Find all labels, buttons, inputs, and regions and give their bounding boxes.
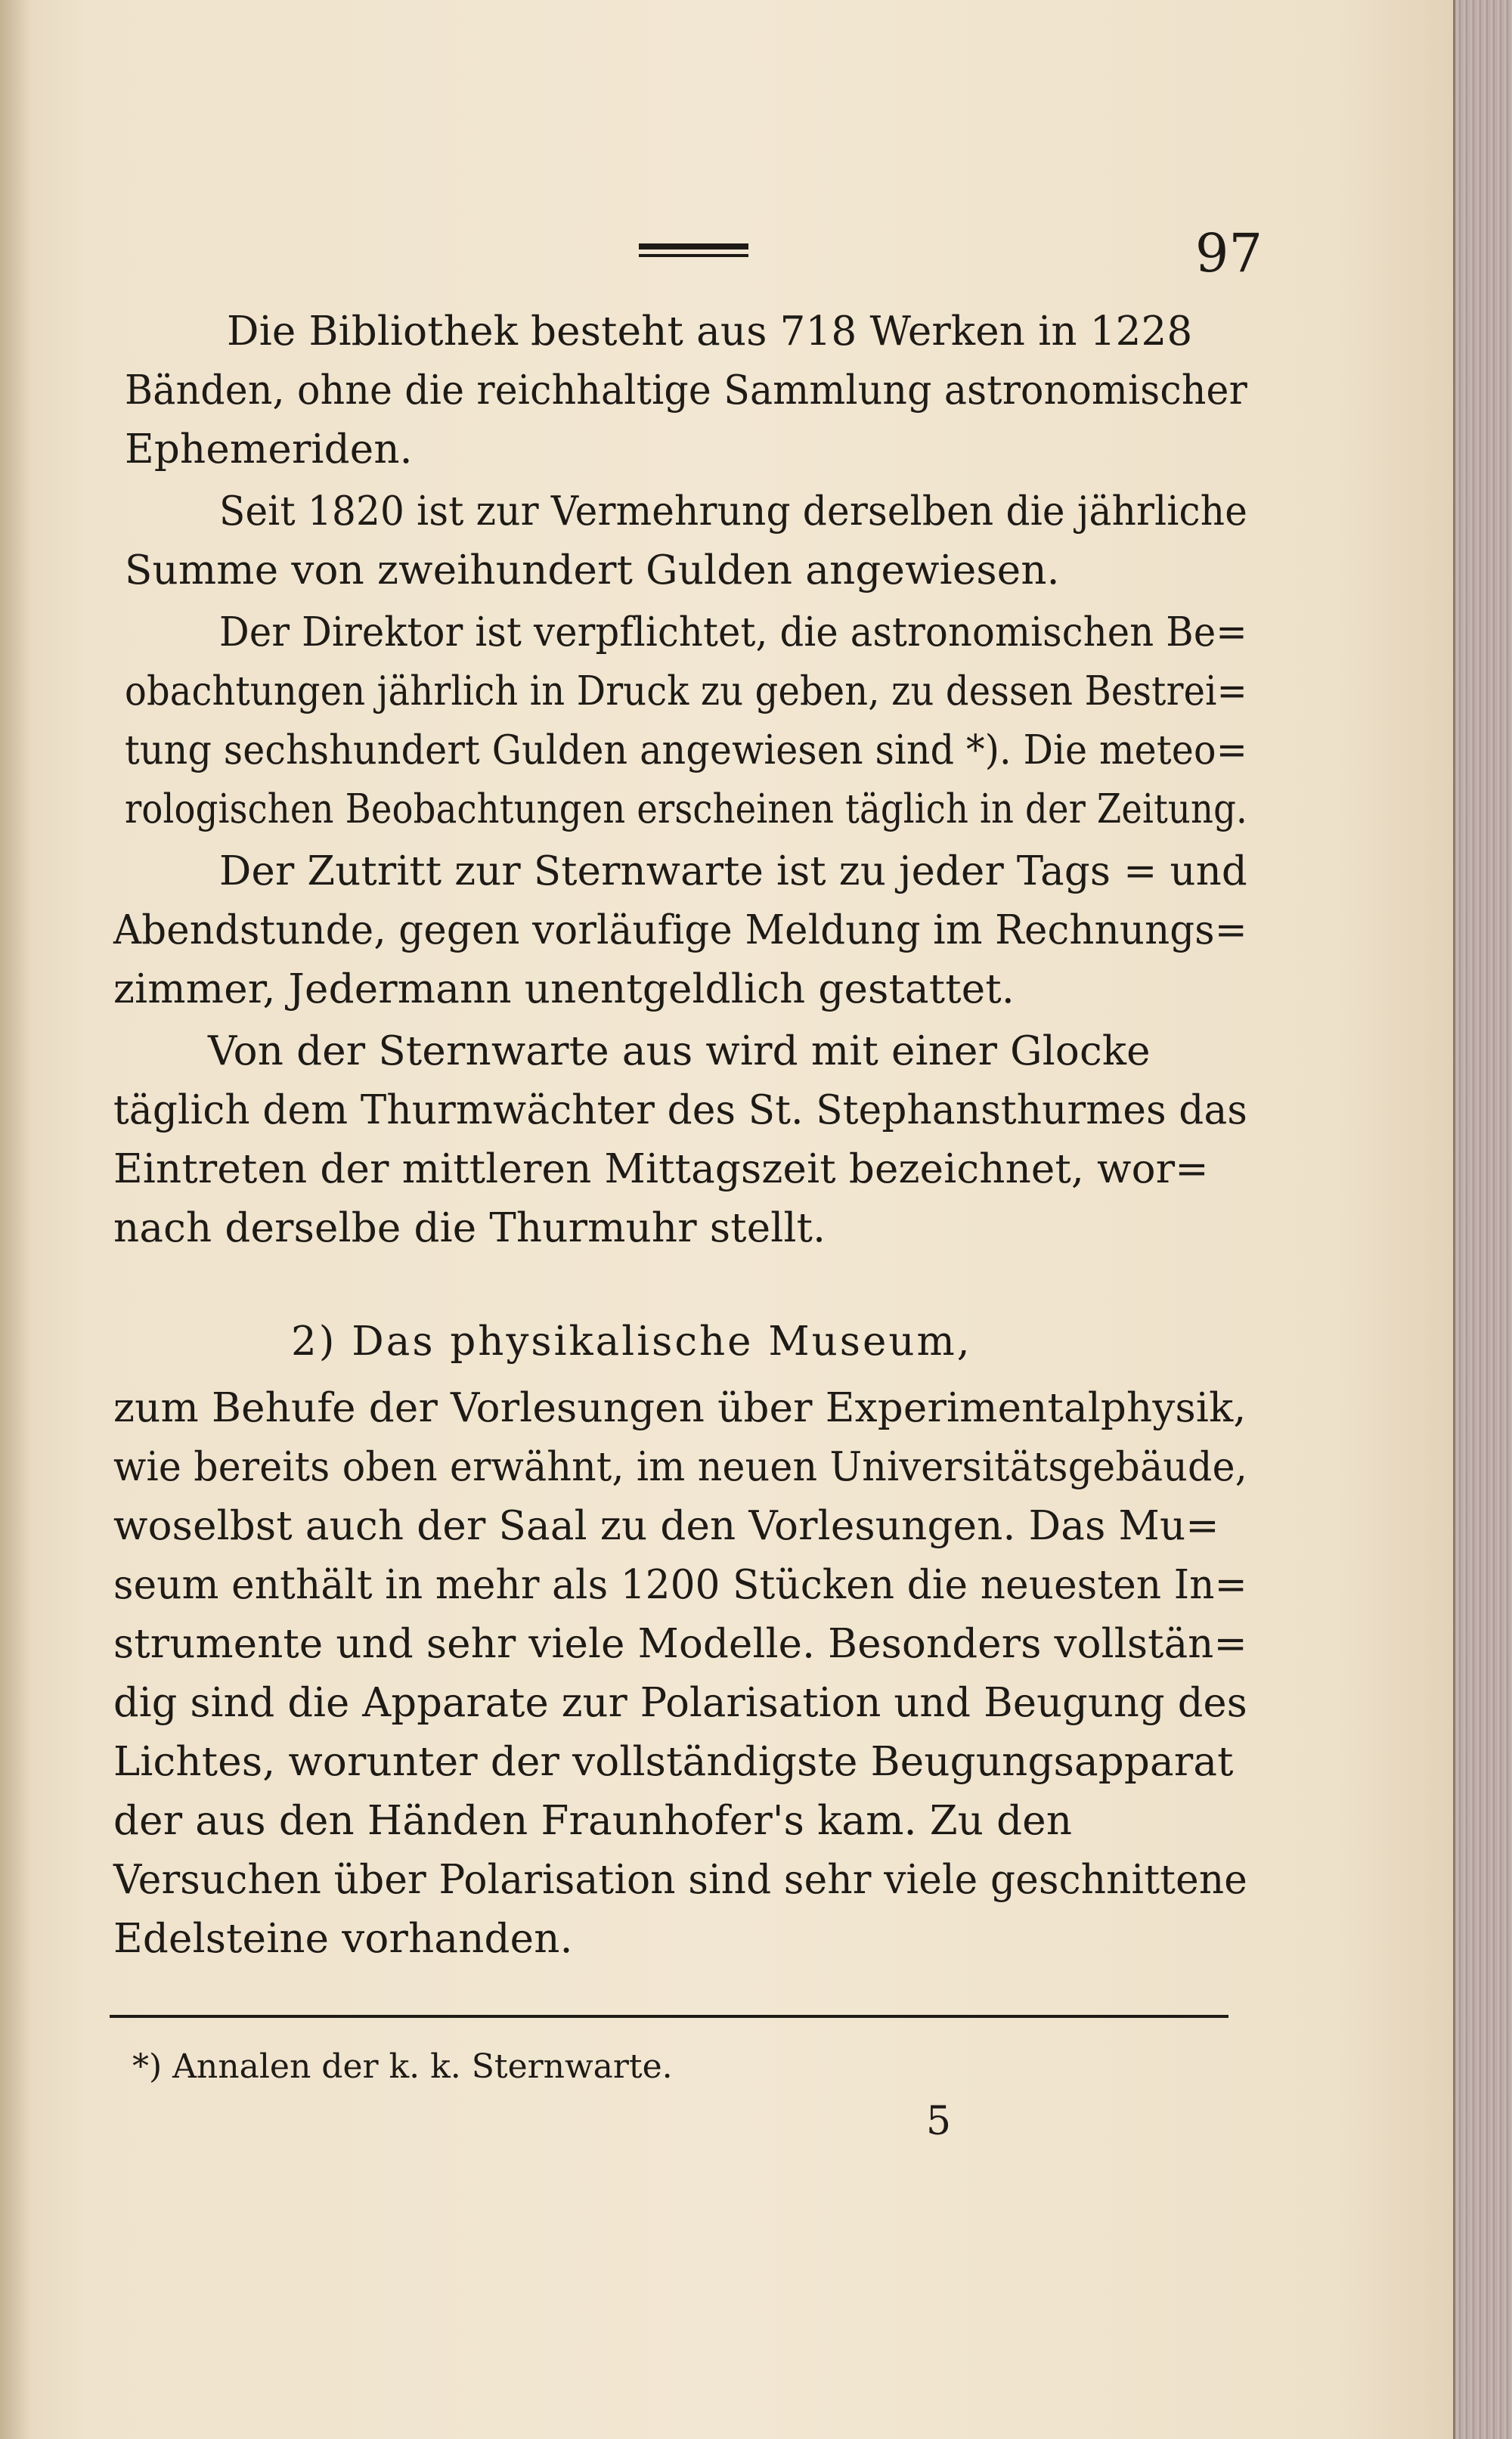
text-line: der aus den Händen Fraunhofer's kam. Zu den xyxy=(113,1798,1073,1844)
text-line: Bänden, ohne die reichhaltige Sammlung astronomischer xyxy=(125,367,1247,414)
text-line: woselbst auch der Saal zu den Vorlesungen. Das Mu= xyxy=(113,1503,1219,1549)
text-line: zimmer, Jedermann unentgeldlich gestattet. xyxy=(113,966,1015,1012)
text-line: zum Behufe der Vorlesungen über Experimentalphysik, xyxy=(113,1385,1247,1431)
book-fore-edge xyxy=(1453,0,1512,2439)
footnote: *) Annalen der k. k. Sternwarte. xyxy=(132,2047,673,2086)
footnote-rule xyxy=(110,2015,1228,2018)
signature-mark: 5 xyxy=(926,2099,952,2144)
text-line: Versuchen über Polarisation sind sehr viele geschnittene xyxy=(113,1857,1247,1903)
section-heading: 2) Das physikalische Museum, xyxy=(291,1319,972,1365)
text-line: Eintreten der mittleren Mittagszeit bezeichnet, wor= xyxy=(113,1146,1209,1192)
text-line: Lichtes, worunter der vollständigste Beugungsapparat xyxy=(113,1739,1234,1785)
text-line: wie bereits oben erwähnt, im neuen Universitätsgebäude, xyxy=(113,1444,1248,1490)
page-number: 97 xyxy=(1194,222,1263,284)
text-line: Der Zutritt zur Sternwarte ist zu jeder Tags = und xyxy=(219,848,1247,894)
text-line: tung sechshundert Gulden angewiesen sind *). Die meteo= xyxy=(125,727,1248,773)
text-line: Die Bibliothek besteht aus 718 Werken in 1228 xyxy=(227,308,1193,355)
header-rule xyxy=(639,243,748,257)
text-line: rologischen Beobachtungen erscheinen täglich in der Zeitung. xyxy=(125,786,1247,832)
text-line: täglich dem Thurmwächter des St. Stephansthurmes das xyxy=(113,1087,1248,1133)
text-line: nach derselbe die Thurmuhr stellt. xyxy=(113,1205,826,1251)
text-line: seum enthält in mehr als 1200 Stücken die neuesten In= xyxy=(113,1562,1247,1608)
gutter-shadow xyxy=(0,0,30,2439)
text-line: dig sind die Apparate zur Polarisation und Beugung des xyxy=(113,1680,1247,1726)
text-line: obachtungen jährlich in Druck zu geben, zu dessen Bestrei= xyxy=(125,668,1247,714)
text-line: Abendstunde, gegen vorläufige Meldung im Rechnungs= xyxy=(113,907,1247,953)
text-line: Summe von zweihundert Gulden angewiesen. xyxy=(125,547,1060,593)
text-line: Edelsteine vorhanden. xyxy=(113,1916,573,1962)
text-line: Der Direktor ist verpflichtet, die astronomischen Be= xyxy=(219,609,1247,655)
text-line: Seit 1820 ist zur Vermehrung derselben die jährliche xyxy=(219,488,1248,535)
text-line: Ephemeriden. xyxy=(125,426,413,473)
text-line: strumente und sehr viele Modelle. Besonders vollstän= xyxy=(113,1621,1248,1667)
text-line: Von der Sternwarte aus wird mit einer Glocke xyxy=(208,1028,1151,1074)
